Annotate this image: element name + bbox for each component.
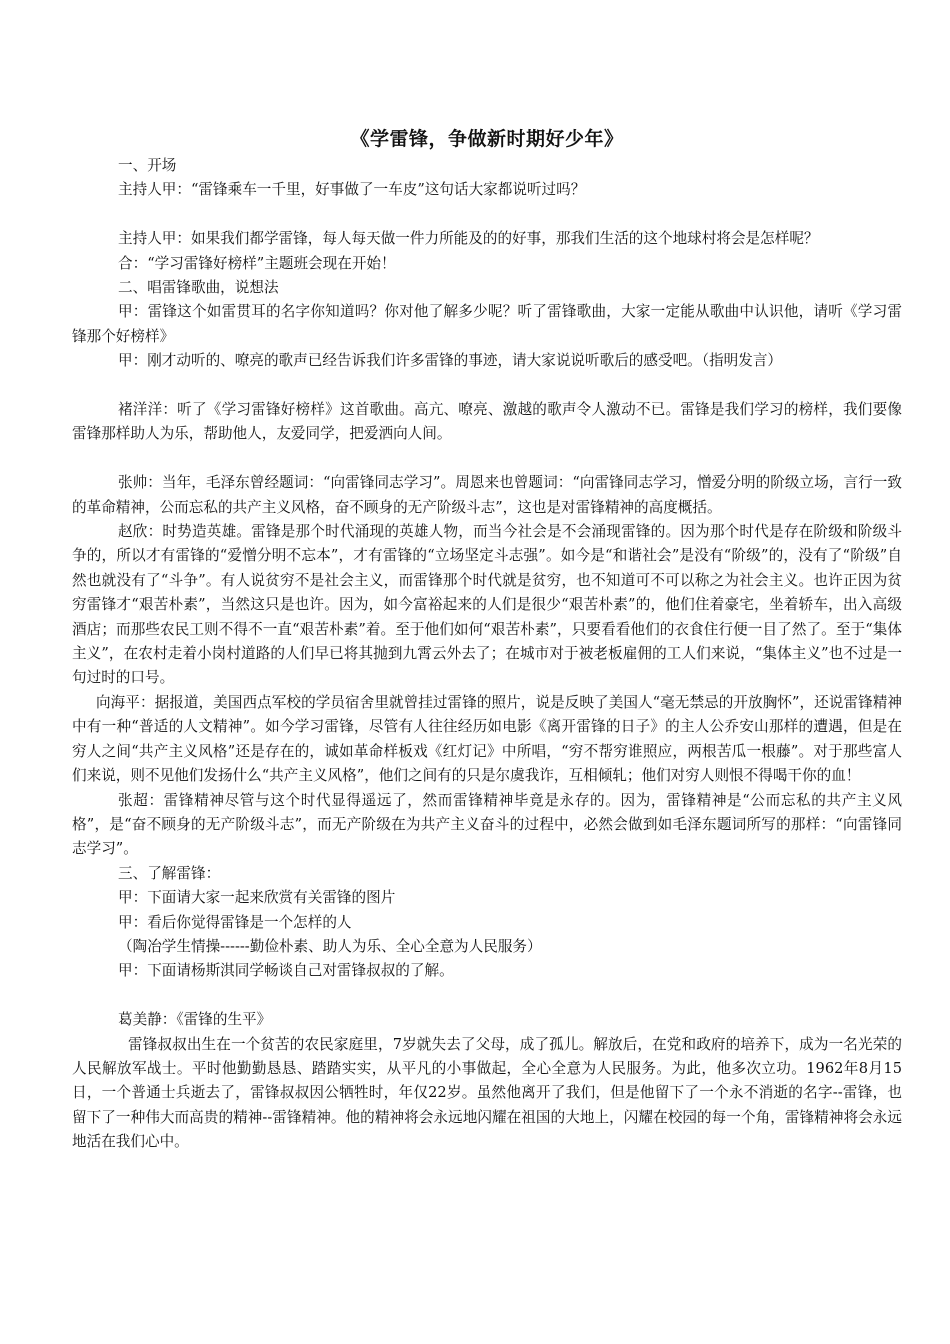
section-heading-learn: 三、了解雷锋： [118, 864, 221, 882]
biography-paragraph: 雷锋叔叔出生在一个贫苦的农民家庭里，7岁就失去了父母，成了孤儿。解放后，在党和政府的培养下，成为一名光荣的人民解放军战士。平时他勤勤恳恳、踏踏实实，从平凡的小事做起，全心全意为人民服务。为此，他多次立功。1962年8月15日，一个普通士兵逝去了，雷锋叔叔因公牺牲时，年仅22岁。虽然他离开了我们，但是他留下了一个永不消逝的名字--雷锋，也留下了一种伟大而高贵的精神--雷锋精神。他的精神将会永远地闪耀在祖国的大地上，闪耀在校园的每一个角，雷锋精神将会永远地活在我们心中。 [72, 1035, 902, 1151]
host-line: 甲：下面请杨斯淇同学畅谈自己对雷锋叔叔的了解。 [118, 962, 454, 980]
speech-paragraph: 赵欣：时势造英雄。雷锋是那个时代涌现的英雄人物，而当今社会是不会涌现雷锋的。因为那个时代是存在阶级和阶级斗争的，所以才有雷锋的“爱憎分明不忘本”，才有雷锋的“立场坚定斗志强”。如今是“和谐社会”是没有“阶级”的，没有了“阶级”自然也就没有了“斗争”。有人说贫穷不是社会主义，而雷锋那个时代就是贫穷，也不知道可不可以称之为社会主义。也许正因为贫穷雷锋才“艰苦朴素”，当然这只是也许。因为，如今富裕起来的人们是很少“艰苦朴素”的，他们住着豪宅，坐着轿车，出入高级酒店；而那些农民工则不得不一直“艰苦朴素”着。至于他们如何“艰苦朴素”，只要看看他们的衣食住行便一目了然了。至于“集体主义”，在农村走着小岗村道路的人们早已将其抛到九霄云外去了；在城市对于被老板雇佣的工人们来说，“集体主义”也不过是一句过时的口号。 [72, 523, 902, 687]
host-line: 主持人甲：“雷锋乘车一千里，好事做了一车皮”这句话大家都说听过吗？ [118, 181, 586, 199]
blank-line [72, 374, 902, 398]
host-line: 主持人甲：如果我们都学雷锋，每人每天做一件力所能及的的好事，那我们生活的这个地球村将会是怎样呢？ [118, 230, 819, 248]
host-line: 甲：刚才动听的、嘹亮的歌声已经告诉我们许多雷锋的事迹，请大家说说听歌后的感受吧。（指明发言） [118, 352, 783, 370]
host-line: 甲：下面请大家一起来欣赏有关雷锋的图片 [118, 889, 396, 907]
document-page [72, 124, 902, 1155]
speech-paragraph: 张超：雷锋精神尽管与这个时代显得遥远了，然而雷锋精神毕竟是永存的。因为，雷锋精神是“公而忘私的共产主义风格”，是“奋不顾身的无产阶级斗志”，而无产阶级在为共产主义奋斗的过程中，必然会做到如毛泽东题词所写的那样：“向雷锋同志学习”。 [72, 791, 902, 858]
section-heading-songs: 二、唱雷锋歌曲，说想法 [118, 279, 279, 297]
section-heading-opening: 一、开场 [118, 157, 177, 174]
host-line: 甲：雷锋这个如雷贯耳的名字你知道吗？你对他了解多少呢？听了雷锋歌曲，大家一定能从歌曲中认识他，请听《学习雷锋那个好榜样》 [72, 303, 902, 345]
speech-title: 葛美静：《雷锋的生平》 [118, 1011, 272, 1029]
note-line: （陶冶学生情操------勤俭朴素、助人为乐、全心全意为人民服务） [118, 937, 542, 955]
blank-line [72, 203, 902, 227]
speech-paragraph: 褚洋洋：听了《学习雷锋好榜样》这首歌曲。高亢、嘹亮、激越的歌声令人激动不已。雷锋是我们学习的榜样，我们要像雷锋那样助人为乐，帮助他人，友爱同学，把爱洒向人间。 [72, 401, 902, 443]
speech-paragraph: 张帅：当年，毛泽东曾经题词：“向雷锋同志学习”。周恩来也曾题词：“向雷锋同志学习，憎爱分明的阶级立场，言行一致的革命精神，公而忘私的共产主义风格，奋不顾身的无产阶级斗志”，这也是对雷锋精神的高度概括。 [72, 474, 902, 516]
blank-line [72, 984, 902, 1008]
speech-paragraph: 向海平：据报道，美国西点军校的学员宿舍里就曾挂过雷锋的照片，说是反映了美国人“毫无禁忌的开放胸怀”，还说雷锋精神中有一种“普适的人文精神”。如今学习雷锋，尽管有人往往经历如电影《离开雷锋的日子》的主人公乔安山那样的遭遇，但是在穷人之间“共产主义风格”还是存在的，诚如革命样板戏《红灯记》中所唱，“穷不帮穷谁照应，两根苦瓜一根藤”。对于那些富人们来说，则不见他们发扬什么“共产主义风格”，他们之间有的只是尔虞我诈，互相倾轧；他们对穷人则恨不得喝干你的血！ [72, 693, 902, 785]
blank-line [72, 447, 902, 471]
document-title: 《学雷锋，争做新时期好少年》 [350, 128, 624, 150]
host-line: 甲：看后你觉得雷锋是一个怎样的人 [118, 913, 352, 931]
host-line: 合：“学习雷锋好榜样”主题班会现在开始！ [118, 254, 396, 272]
